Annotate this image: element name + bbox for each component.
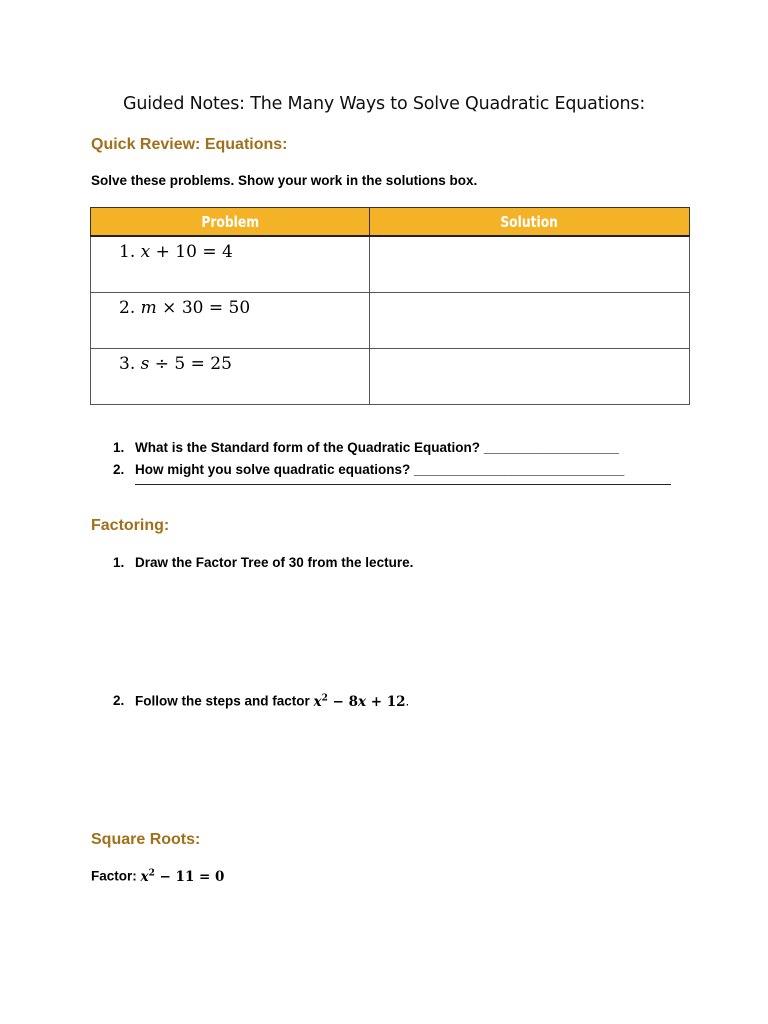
problem-expression: + 10 = 4 xyxy=(150,242,233,262)
problem-number: 3. xyxy=(119,354,136,374)
list-number: 1. xyxy=(113,555,125,570)
factor-label: Factor: xyxy=(91,868,141,884)
math-expression: $x^2 - 11 = 0$ xyxy=(140,868,225,885)
column-header-solution: Solution xyxy=(370,208,690,237)
solution-cell[interactable] xyxy=(370,293,690,349)
table-row xyxy=(91,236,690,293)
problem-variable: x xyxy=(140,242,151,262)
problem-cell xyxy=(91,349,370,405)
page-title: Guided Notes: The Many Ways to Solve Quadratic Equations: xyxy=(122,94,646,114)
problem-expression: ÷ 5 = 25 xyxy=(149,354,232,374)
problem-variable: m xyxy=(140,298,157,318)
list-number: 2. xyxy=(113,693,125,708)
square-roots-task xyxy=(91,868,224,885)
review-table xyxy=(90,207,690,405)
problem-expression: × 30 = 50 xyxy=(156,298,251,318)
list-item xyxy=(91,462,624,477)
list-number: 2. xyxy=(113,462,125,477)
problem-cell xyxy=(91,293,370,349)
answer-line[interactable] xyxy=(135,484,671,485)
solution-cell[interactable] xyxy=(370,236,690,293)
math-expression: $x^2 - 8x + 12$ xyxy=(313,693,406,710)
solution-cell[interactable] xyxy=(370,349,690,405)
table-header-row xyxy=(91,208,690,237)
problem-variable: s xyxy=(140,354,150,374)
table-row xyxy=(91,349,690,405)
review-questions-list xyxy=(91,440,624,477)
factoring-list-2 xyxy=(91,693,409,710)
table-row xyxy=(91,293,690,349)
problem-number: 1. xyxy=(119,242,136,262)
task-text: Draw the Factor Tree of 30 from the lecture. xyxy=(135,555,414,570)
problem-number: 2. xyxy=(119,298,136,318)
instructions-text: Solve these problems. Show your work in the solutions box. xyxy=(91,173,478,188)
list-item xyxy=(91,440,624,462)
factoring-list xyxy=(91,555,413,570)
section-heading-factoring: Factoring: xyxy=(91,517,170,534)
task-text: Follow the steps and factor xyxy=(135,693,314,709)
column-header-problem: Problem xyxy=(91,208,370,237)
section-heading-square-roots: Square Roots: xyxy=(91,831,201,848)
problem-cell xyxy=(91,236,370,293)
list-number: 1. xyxy=(113,440,125,455)
list-item xyxy=(91,555,413,570)
question-text: What is the Standard form of the Quadratic Equation? __________________ xyxy=(135,440,619,455)
section-heading-quick-review: Quick Review: Equations: xyxy=(91,136,288,153)
question-text: How might you solve quadratic equations? ____________________________ xyxy=(135,462,625,477)
list-item: 2. Follow the steps and factor $x^2 - 8x + 12$. xyxy=(113,693,410,710)
